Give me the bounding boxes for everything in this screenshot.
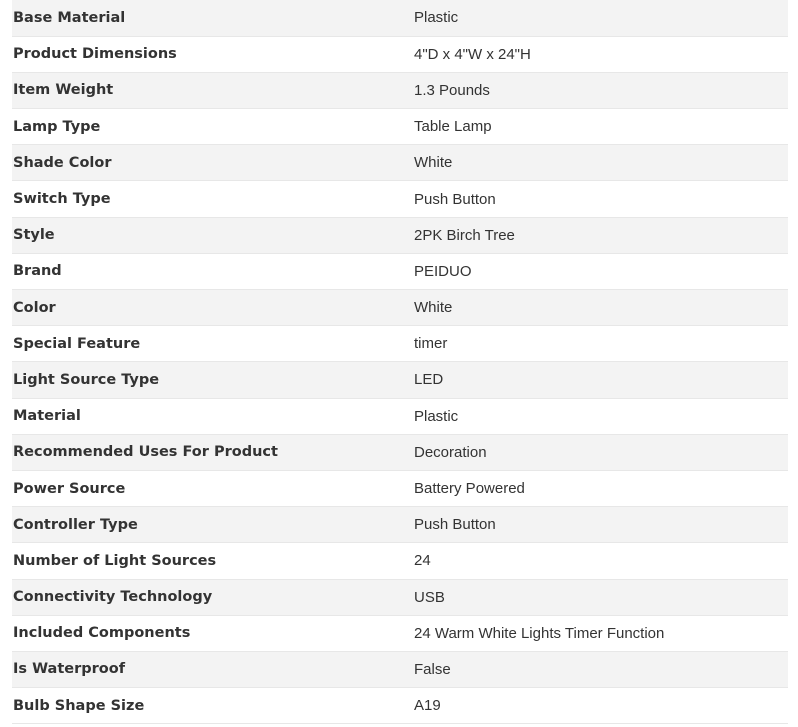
table-row: [12, 109, 788, 145]
spec-label: Power Source: [13, 480, 126, 497]
spec-value: 4"D x 4"W x 24"H: [414, 45, 531, 63]
spec-value: A19: [414, 697, 441, 715]
table-row: [12, 217, 788, 253]
spec-label: Special Feature: [13, 335, 141, 352]
spec-value: 1.3 Pounds: [414, 81, 490, 99]
spec-value: Table Lamp: [414, 118, 492, 136]
table-row: [12, 290, 788, 326]
spec-value: 24 Warm White Lights Timer Function: [414, 624, 665, 642]
table-row: [12, 579, 788, 615]
spec-label: Shade Color: [13, 154, 112, 171]
spec-value: timer: [414, 335, 448, 353]
spec-label: Number of Light Sources: [13, 552, 217, 569]
table-row: [12, 253, 788, 289]
spec-label: Recommended Uses For Product: [13, 444, 278, 461]
spec-value: 24: [414, 552, 431, 570]
spec-value: Battery Powered: [414, 480, 525, 498]
spec-label: Bulb Shape Size: [13, 697, 145, 714]
spec-value: Decoration: [414, 443, 487, 461]
table-row: [12, 615, 788, 651]
spec-value: White: [414, 299, 453, 317]
spec-label: Switch Type: [13, 191, 111, 208]
spec-label: Base Material: [13, 9, 126, 26]
table-row: [12, 688, 788, 724]
spec-label: Item Weight: [13, 82, 114, 99]
spec-label: Material: [13, 408, 81, 425]
spec-value: Push Button: [414, 190, 496, 208]
spec-label: Lamp Type: [13, 118, 101, 135]
spec-table-body: [12, 0, 788, 724]
table-row: [12, 434, 788, 470]
spec-label: Product Dimensions: [13, 46, 177, 63]
spec-value: PEIDUO: [414, 262, 472, 280]
spec-label: Brand: [13, 263, 62, 280]
spec-label: Is Waterproof: [13, 661, 126, 678]
spec-value: False: [414, 660, 451, 678]
table-row: [12, 362, 788, 398]
spec-value: White: [414, 154, 453, 172]
spec-value: Plastic: [414, 407, 459, 425]
table-row: [12, 507, 788, 543]
table-row: [12, 181, 788, 217]
spec-label: Style: [13, 227, 55, 244]
table-row: [12, 72, 788, 108]
spec-label: Controller Type: [13, 516, 138, 533]
spec-label: Light Source Type: [13, 371, 160, 388]
table-row: [12, 0, 788, 36]
table-row: [12, 145, 788, 181]
product-specifications-table: [12, 0, 788, 724]
spec-value: Push Button: [414, 516, 496, 534]
table-row: [12, 543, 788, 579]
table-row: [12, 651, 788, 687]
spec-label: Connectivity Technology: [13, 589, 213, 606]
spec-value: LED: [414, 371, 444, 389]
spec-label: Color: [13, 299, 56, 316]
table-row: [12, 326, 788, 362]
spec-value: USB: [414, 588, 445, 606]
spec-value: Plastic: [414, 9, 459, 27]
table-row: [12, 470, 788, 506]
spec-label: Included Components: [13, 625, 191, 642]
table-row: [12, 36, 788, 72]
spec-value: 2PK Birch Tree: [414, 226, 515, 244]
table-row: [12, 398, 788, 434]
